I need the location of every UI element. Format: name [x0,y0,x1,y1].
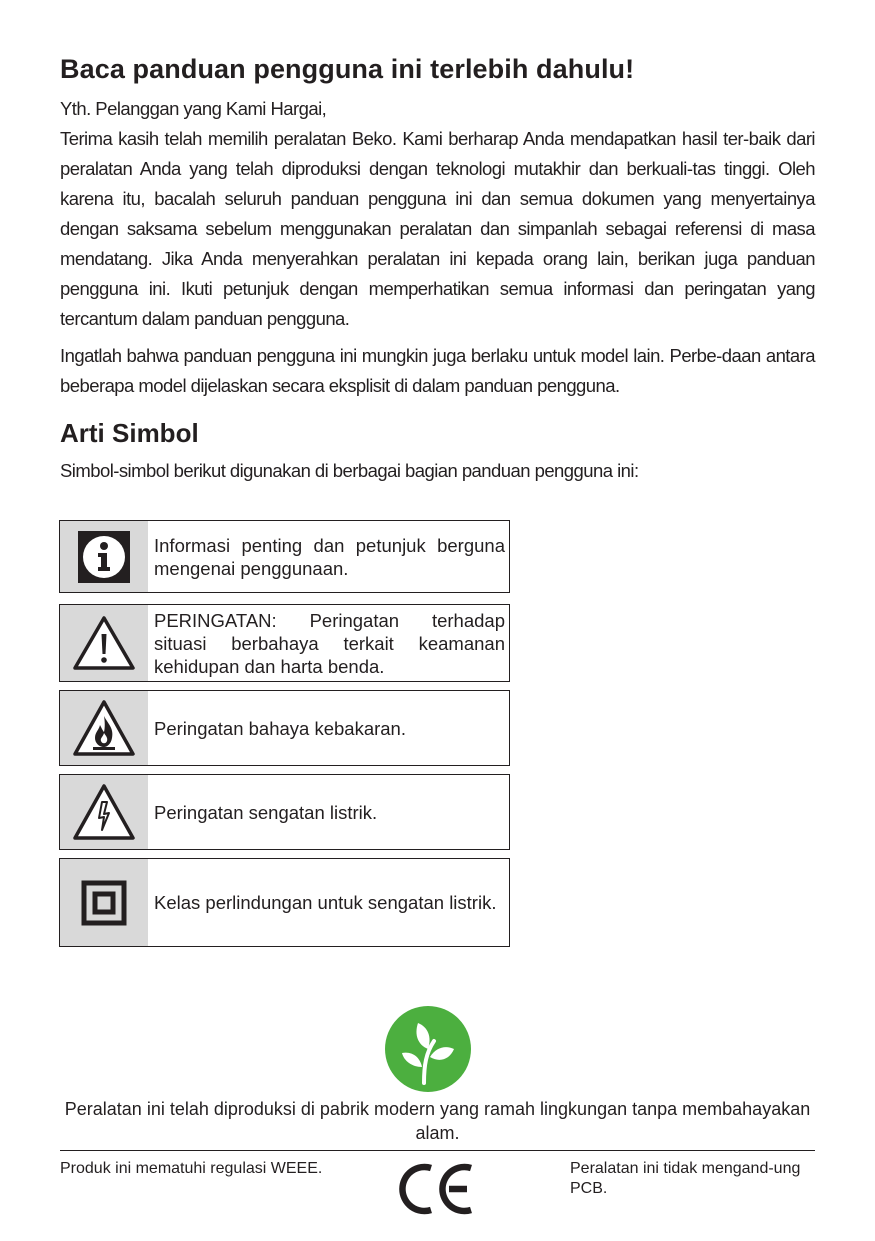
symbol-row-info [59,520,510,593]
info-icon [60,521,148,592]
symbol-text: Kelas perlindungan untuk sengatan listrik. [154,892,497,913]
model-note-paragraph: Ingatlah bahwa panduan pengguna ini mungkin juga berlaku untuk model lain. Perbe-daan antara beberapa model dijelaskan secara eksplisit di dalam panduan pengguna. [60,345,815,396]
divider [60,1150,815,1151]
symbol-row-electric [59,774,510,850]
intro-paragraph: Terima kasih telah memilih peralatan Beko. Kami berharap Anda mendapatkan hasil ter-baik dari peralatan Anda yang telah diproduksi dengan teknologi mutakhir dan berkuali-tas tinggi. Oleh karena itu, bacalah seluruh panduan pengguna ini dan semua dokumen yang menyertainya dengan saksama sebelum menggunakan peralatan dan simpanlah sebagai referensi di masa mendatang. Jika Anda menyerahkan peralatan ini kepada orang lain, berikan juga panduan pengguna ini. Ikuti petunjuk dengan memperhatikan semua informasi dan peringatan yang tercantum dalam panduan pengguna. [60,128,815,329]
warning-icon [60,605,148,681]
ce-mark-icon [397,1160,477,1218]
pcb-statement: Peralatan ini tidak mengand-ung PCB. [570,1160,801,1197]
weee-statement: Produk ini mematuhi regulasi WEEE. [60,1160,323,1177]
symbol-row-fire [59,690,510,766]
symbol-text: Peringatan sengatan listrik. [154,801,378,823]
page-title: Baca panduan pengguna ini terlebih dahulu! [60,54,635,84]
symbols-heading: Arti Simbol [60,418,199,448]
symbol-row-protection-class [59,858,510,947]
symbol-text: PERINGATAN: Peringatan terhadap situasi berbahaya terkait keamanan kehidupan dan harta benda. [154,609,505,677]
fire-hazard-icon [60,691,148,765]
leaf-icon [384,1005,472,1093]
greeting: Yth. Pelanggan yang Kami Hargai, [60,98,327,119]
symbol-row-warning [59,604,510,682]
protection-class-icon [60,859,148,946]
symbols-intro: Simbol-simbol berikut digunakan di berbagai bagian panduan pengguna ini: [60,460,639,481]
eco-statement: Peralatan ini telah diproduksi di pabrik modern yang ramah lingkungan tanpa membahayakan alam. [64,1099,811,1143]
electric-shock-icon [60,775,148,849]
symbol-text: Informasi penting dan petunjuk berguna mengenai penggunaan. [154,534,505,579]
symbol-text: Peringatan bahaya kebakaran. [154,717,406,739]
